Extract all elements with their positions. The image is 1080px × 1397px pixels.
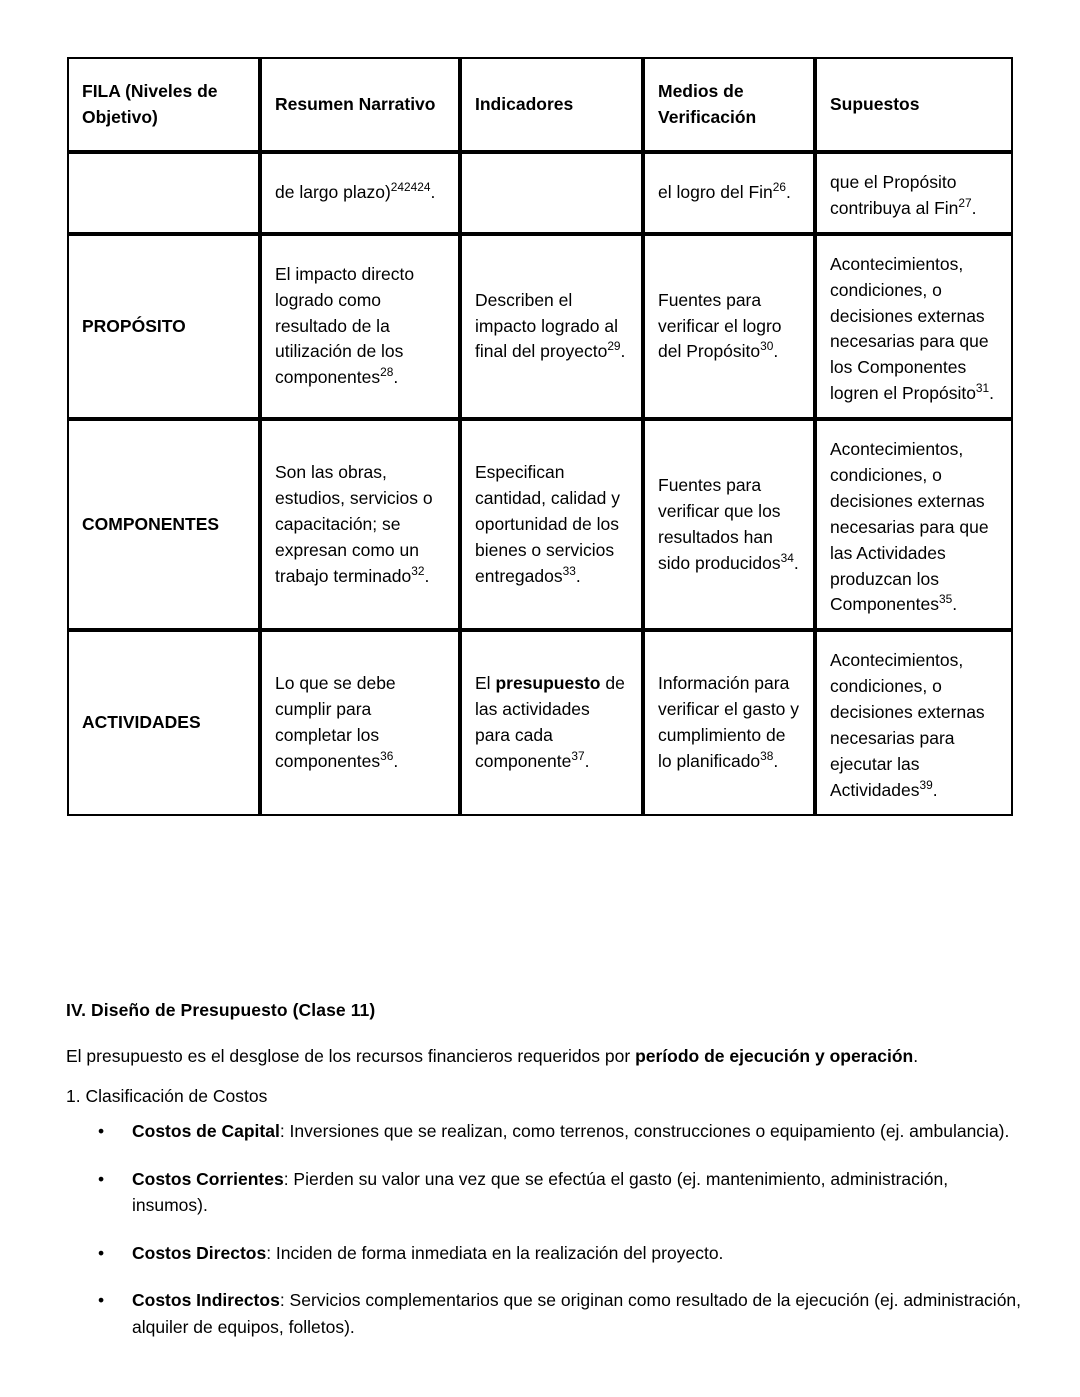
cell-text: Fuentes para verificar el logro del Propósito xyxy=(658,289,782,362)
cell-text-tail: . xyxy=(584,750,590,771)
subsection-title: 1. Clasificación de Costos xyxy=(66,1086,268,1106)
list-item-description: : Pierden su valor una vez que se efectúa el gasto (ej. mantenimiento, administración, insumos). xyxy=(132,1168,949,1216)
intro-paragraph xyxy=(66,1043,1016,1069)
list-item-content xyxy=(132,1121,1009,1141)
cell-text-tail: . xyxy=(793,552,799,573)
footnote-ref: 26 xyxy=(772,180,787,195)
list-item xyxy=(96,1240,1026,1267)
bullet-icon: • xyxy=(98,1290,105,1311)
cell-text-tail: . xyxy=(773,341,779,362)
footnote-ref: 34 xyxy=(780,550,794,565)
cell-text: El impacto directo logrado como resultado de la utilización de los componentes xyxy=(275,263,415,388)
list-item-description: : Servicios complementarios que se originan como resultado de la ejecución (ej. administración, alquiler de equipos, folletos). xyxy=(132,1290,1022,1337)
cell-text-tail: . xyxy=(424,565,430,586)
list-item-term: Costos de Capital xyxy=(132,1121,280,1141)
cell-supuestos xyxy=(815,234,1013,419)
column-header-medios-de-verificacion: Medios de Verificación xyxy=(643,57,815,152)
cell-text-tail: . xyxy=(393,367,399,388)
cell-text: que el Propósito contribuya al Fin xyxy=(830,172,959,218)
cell-text: Acontecimientos, condiciones, o decisiones externas necesarias para que los Componentes logren el Propósito xyxy=(830,253,989,404)
cell-supuestos xyxy=(815,419,1013,630)
cell-text: Acontecimientos, condiciones, o decisiones externas necesarias para ejecutar las Actividades xyxy=(830,650,985,800)
table-row xyxy=(67,419,1013,630)
cell-text: Información para verificar el gasto y cumplimiento de lo planificado xyxy=(658,673,800,771)
row-label-componentes: COMPONENTES xyxy=(67,419,260,630)
list-item-content xyxy=(132,1169,948,1216)
row-label-actividades: ACTIVIDADES xyxy=(67,630,260,815)
cell-medios-verificacion xyxy=(643,234,815,419)
cell-text: Especifican cantidad, calidad y oportunidad de los bienes o servicios entregados xyxy=(475,462,620,586)
footnote-ref: 32 xyxy=(411,563,425,578)
bullet-icon: • xyxy=(98,1121,105,1141)
cell-text: el logro del Fin xyxy=(658,181,773,202)
bullet-icon: • xyxy=(98,1168,105,1189)
cell-resumen-narrativo xyxy=(260,419,460,630)
row-label-cell xyxy=(67,152,260,234)
bullet-icon: • xyxy=(98,1242,105,1263)
cost-classification-list xyxy=(96,1118,1026,1341)
cell-text-tail: . xyxy=(773,750,779,771)
cell-text: Son las obras, estudios, servicios o capacitación; se expresan como un trabajo terminado xyxy=(275,462,433,586)
list-item-description: : Inciden de forma inmediata en la realización del proyecto. xyxy=(266,1242,724,1263)
footnote-ref: 35 xyxy=(938,592,953,607)
cell-indicadores xyxy=(460,630,643,815)
list-item-description: : Inversiones que se realizan, como terrenos, construcciones o equipamiento (ej. ambulancia). xyxy=(279,1121,1010,1141)
cell-text-tail: . xyxy=(932,779,938,800)
cell-resumen-narrativo xyxy=(260,234,460,419)
footnote-ref: 28 xyxy=(380,365,394,380)
cell-indicadores xyxy=(460,152,643,234)
list-item-content xyxy=(132,1243,723,1263)
cell-text-tail: . xyxy=(971,197,977,218)
cell-text: Acontecimientos, condiciones, o decisiones externas necesarias para que las Actividades produzcan los Componentes xyxy=(830,439,989,615)
cell-text: Lo que se debe cumplir para completar los componentes xyxy=(275,673,396,771)
footnote-ref: 27 xyxy=(958,196,972,211)
footnote-ref: 36 xyxy=(380,749,394,764)
column-header-supuestos: Supuestos xyxy=(815,57,1013,152)
column-header-fila: FILA (Niveles de Objetivo) xyxy=(67,57,260,152)
cell-text-lead: El xyxy=(475,673,496,694)
column-header-resumen-narrativo: Resumen Narrativo xyxy=(260,57,460,152)
cell-resumen-narrativo xyxy=(260,152,460,234)
cell-indicadores xyxy=(460,234,643,419)
list-item-term: Costos Directos xyxy=(132,1242,267,1263)
cell-text: Describen el impacto logrado al final del proyecto xyxy=(475,289,618,362)
paragraph-emphasis: período de ejecución y operación xyxy=(635,1046,914,1066)
cell-emphasis-presupuesto: presupuesto xyxy=(495,673,601,694)
footnote-ref: 39 xyxy=(919,777,933,792)
footnote-ref: 38 xyxy=(760,749,774,764)
list-item-term: Costos Corrientes xyxy=(132,1168,284,1189)
cell-text-tail: . xyxy=(952,594,958,615)
cell-indicadores xyxy=(460,419,643,630)
cell-supuestos xyxy=(815,152,1013,234)
row-label-proposito: PROPÓSITO xyxy=(67,234,260,419)
logical-framework-table xyxy=(67,57,1013,816)
cell-text-tail: . xyxy=(620,341,626,362)
paragraph-text: El presupuesto es el desglose de los recursos financieros requeridos por xyxy=(66,1046,636,1066)
cell-text-tail: . xyxy=(786,181,791,202)
section-heading: IV. Diseño de Presupuesto (Clase 11) xyxy=(66,1000,376,1020)
cell-text-tail: . xyxy=(430,181,436,202)
list-item xyxy=(96,1118,1026,1145)
list-item-content xyxy=(132,1290,1021,1337)
column-header-indicadores: Indicadores xyxy=(460,57,643,152)
cell-medios-verificacion xyxy=(643,419,815,630)
footnote-ref: 37 xyxy=(571,749,585,764)
cell-text-tail: . xyxy=(393,750,399,771)
cell-supuestos xyxy=(815,630,1013,815)
cell-text: Fuentes para verificar que los resultados han sido producidos xyxy=(658,474,781,573)
paragraph-text-tail: . xyxy=(913,1046,919,1066)
cell-text-tail: . xyxy=(575,565,581,586)
cell-medios-verificacion xyxy=(643,630,815,815)
footnote-ref: 31 xyxy=(975,381,990,396)
footnote-ref: 242424 xyxy=(390,180,431,195)
cell-text: de largo plazo) xyxy=(275,181,391,202)
list-item xyxy=(96,1166,1026,1219)
table-header-row xyxy=(67,57,1013,152)
list-item xyxy=(96,1287,1026,1340)
footnote-ref: 29 xyxy=(607,339,621,354)
footnote-ref: 33 xyxy=(562,563,576,578)
cell-resumen-narrativo xyxy=(260,630,460,815)
cell-text: de las actividades para cada componente xyxy=(475,673,625,771)
table-row xyxy=(67,152,1013,234)
table-row xyxy=(67,630,1013,815)
footnote-ref: 30 xyxy=(760,339,774,354)
table-row xyxy=(67,234,1013,419)
cell-text-tail: . xyxy=(989,383,995,404)
list-item-term: Costos Indirectos xyxy=(132,1290,280,1311)
cell-medios-verificacion xyxy=(643,152,815,234)
